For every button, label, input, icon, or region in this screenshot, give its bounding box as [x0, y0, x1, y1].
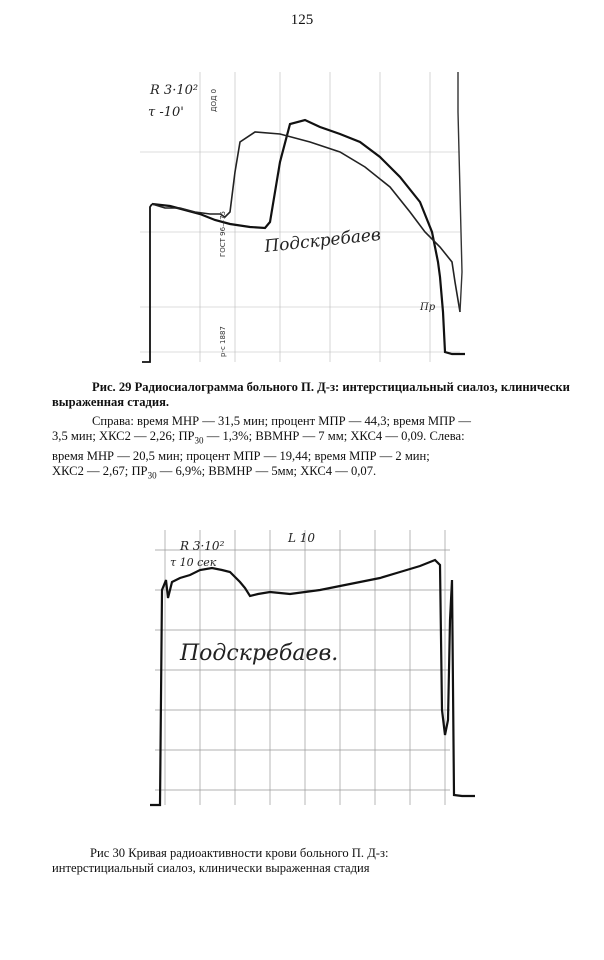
grid-lines: [140, 72, 460, 362]
fig29-right-mark: Пр: [420, 302, 436, 313]
fig30-r-label: R 3·10²: [180, 539, 225, 553]
fig29-rotated-bottom: р-с 1887: [219, 326, 227, 357]
baseline-left: [142, 204, 152, 362]
figure-29-caption: [52, 380, 572, 483]
caption-line: Справа: время МНР — 31,5 мин; процент МПР — 44,3; время МПР —: [92, 414, 471, 428]
caption-line: интерстициальный сиалоз, клинически выраженная стадия: [52, 861, 370, 875]
figure-29-radiosialogram: [140, 72, 470, 372]
fig30-l-label: L 10: [288, 531, 316, 545]
figure-30-caption: [52, 846, 572, 876]
caption-line: 3,5 мин; ХКС2 — 2,26; $ПР_{30}$ — 1,3%; ВВМНР — 7 мм; ХКС4 — 0,09. Слева:: [52, 429, 465, 446]
fig30-tau-label: τ 10 сек: [170, 556, 217, 569]
caption-line: время МНР — 20,5 мин; процент МПР — 19,44; время МПР — 2 мин;: [52, 448, 430, 463]
curve-left: [152, 132, 460, 312]
figure-29-title: Рис. 29 Радиосиалограмма больного П. Д-з: интерстициальный сиалоз, клинически выраженная стадия.: [52, 380, 570, 409]
fig29-rotated-top: ДОД 0: [210, 88, 218, 112]
fig29-patient-name: Подскребаев: [263, 224, 382, 257]
fig29-tau-label: τ -10': [148, 105, 184, 120]
figure-30-blood-radioactivity-curve: [140, 520, 480, 820]
right-drop: [458, 72, 462, 312]
fig29-r-label: R 3·10²: [150, 83, 199, 98]
fig29-rotated-mid: ГОСТ 96—75: [219, 211, 227, 257]
page-number: 125: [290, 12, 314, 28]
fig30-patient-name: Подскребаев.: [180, 641, 339, 666]
caption-line: Рис 30 Кривая радиоактивности крови больного П. Д-з:: [90, 846, 389, 860]
caption-line: ХКС2 — 2,67; $ПР_{30}$ — 6,9%; ВВМНР — 5мм; ХКС4 — 0,07.: [52, 463, 377, 481]
blood-curve: [150, 560, 475, 805]
